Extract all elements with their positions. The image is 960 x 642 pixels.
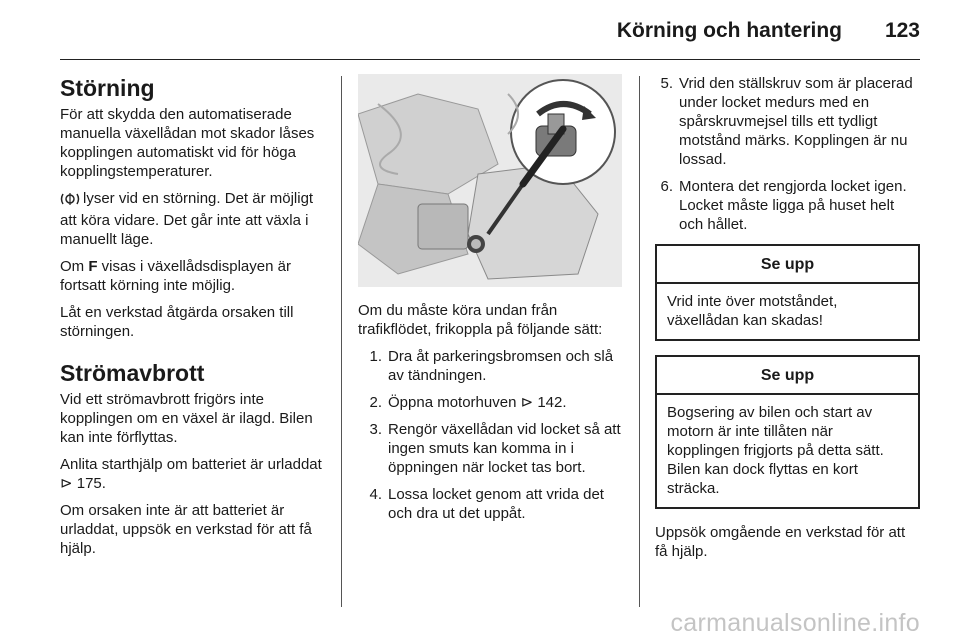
step-number: 5.	[660, 75, 673, 92]
step-number: 6.	[660, 178, 673, 195]
step-text: Rengör växellådan vid locket så att ingen smuts kan komma in i öppningen när locket tas bort.	[388, 421, 621, 476]
text-segment: visas i växellådsdisplayen är fortsatt körning inte möjlig.	[60, 258, 291, 294]
paragraph-f-display	[60, 257, 326, 295]
text-segment: Öppna motorhuven	[388, 394, 521, 411]
engine-bay-photo	[358, 74, 622, 287]
text-segment: Anlita starthjälp om batteriet är urladdat	[60, 456, 322, 473]
list-item	[358, 393, 626, 412]
text-segment: Om	[60, 258, 89, 275]
closing-paragraph: Uppsök omgående en verkstad för att få hjälp.	[655, 524, 906, 560]
caution-box	[655, 355, 920, 509]
heading-stroemavbrott: Strömavbrott	[60, 360, 205, 386]
steps-list	[358, 347, 626, 523]
caution-title: Se upp	[657, 246, 918, 284]
step-text	[388, 393, 626, 412]
intro-paragraph: Om du måste köra undan från trafikflödet, frikoppla på följande sätt:	[358, 302, 603, 338]
caution-text: Bogsering av bilen och start av motorn är inte tillåten när kopplingen frigjorts på detta sätt. Bilen kan dock flyttas en kort sträcka.	[667, 404, 884, 497]
paragraph-warning	[60, 189, 326, 249]
clutch-warning-icon	[60, 192, 80, 211]
step-number: 4.	[369, 486, 382, 503]
column-1	[60, 74, 326, 566]
step-text: Montera det rengjorda locket igen. Locket måste ligga på huset helt och hållet.	[679, 178, 907, 233]
warning-text: lyser vid en störning. Det är möjligt att köra vidare. Det går inte att växla i manuellt läge.	[60, 190, 314, 248]
list-item	[655, 74, 920, 169]
chapter-title: Körning och hantering	[616, 19, 842, 42]
step-text: Dra åt parkeringsbromsen och slå av tändningen.	[388, 348, 614, 384]
caution-box	[655, 244, 920, 341]
page-ref-arrow-icon: ⊳	[520, 394, 538, 411]
step-number: 2.	[369, 394, 382, 411]
steps-list-continued	[655, 74, 920, 234]
step-text: Vrid den ställskruv som är placerad under locket medurs med en spårskruvmejsel tills ett tydligt motstånd märks. Kopplingen är nu lossad.	[679, 75, 913, 168]
page-header	[0, 0, 960, 62]
column-2	[358, 74, 626, 531]
page-reference[interactable]: 175.	[76, 475, 106, 492]
page-number: 123	[884, 19, 920, 42]
heading-stoerning: Störning	[60, 75, 155, 101]
column-divider-1	[341, 76, 342, 607]
header-divider	[60, 59, 920, 60]
paragraph-starthelp	[60, 455, 326, 493]
step-text: Lossa locket genom att vrida det och dra ut det uppåt.	[388, 486, 604, 522]
step-number: 3.	[369, 421, 382, 438]
step-number: 1.	[369, 348, 382, 365]
column-3	[655, 74, 920, 569]
display-letter-f: F	[88, 258, 98, 275]
page-reference[interactable]: 142.	[537, 394, 567, 411]
paragraph: För att skydda den automatiserade manuella växellådan mot skador låses kopplingen automatiskt vid för höga kopplingstemperaturer.	[60, 106, 315, 180]
watermark: carmanualsonline.info	[670, 609, 920, 637]
paragraph: Om orsaken inte är att batteriet är urladdat, uppsök en verkstad för att få hjälp.	[60, 502, 312, 557]
column-divider-2	[639, 76, 640, 607]
list-item	[358, 420, 626, 477]
paragraph: Låt en verkstad åtgärda orsaken till störningen.	[60, 304, 294, 340]
page-ref-arrow-icon: ⊳	[60, 475, 77, 492]
list-item	[358, 485, 626, 523]
paragraph: Vid ett strömavbrott frigörs inte kopplingen om en växel är ilagd. Bilen kan inte förflyttas.	[60, 391, 313, 446]
caution-title: Se upp	[657, 357, 918, 395]
list-item	[358, 347, 626, 385]
list-item	[655, 177, 920, 234]
caution-text: Vrid inte över motståndet, växellådan kan skadas!	[667, 293, 838, 329]
